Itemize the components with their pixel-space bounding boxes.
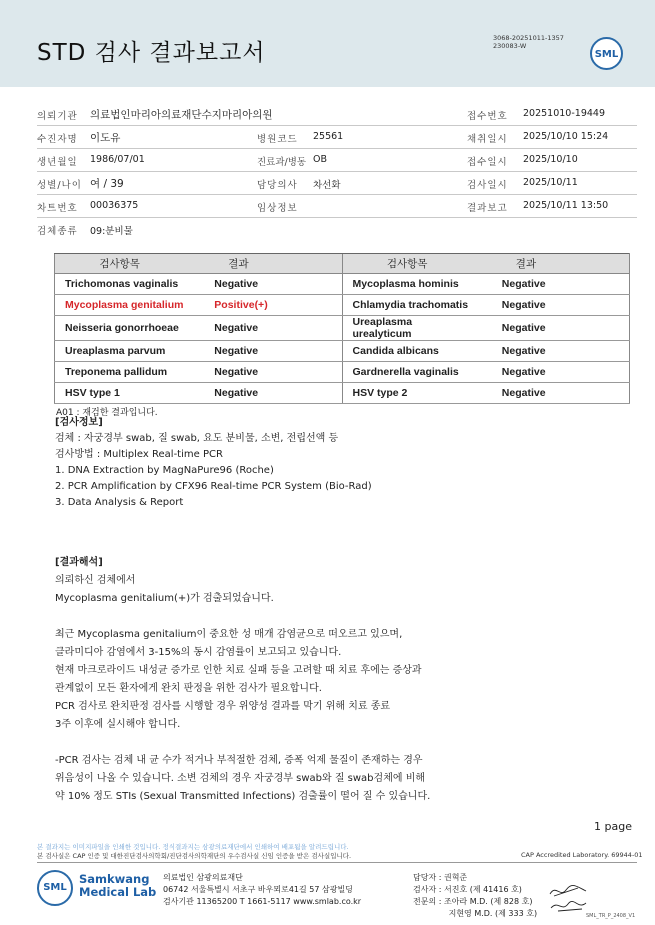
sml-logo-icon: SML — [590, 37, 623, 70]
footer-brand: Samkwang Medical Lab — [79, 872, 157, 899]
test-item-name: Treponema pallidum — [55, 362, 185, 383]
test-item-name: Neisseria gonorrhoeae — [55, 316, 185, 341]
examinee-value: 이도유 — [90, 132, 121, 144]
info-row: 성별/나이 여 / 39 담당의사 차선화 검사일시 2025/10/11 — [37, 172, 637, 195]
result-row — [55, 341, 630, 362]
test-item-name: Candida albicans — [342, 341, 472, 362]
test-result-value: Negative — [472, 383, 630, 404]
result-row — [55, 316, 630, 341]
test-info-lines: 검체 : 자궁경부 swab, 질 swab, 요도 분비물, 소변, 전립선액 등 검사방법 : Multiplex Real-time PCR 1. DNA Extraction by MagNaPure96 (Roche) 2. PCR Amplification by CFX96 Real-time PCR System (Bio-Rad) 3. Data Analysis & Report — [55, 433, 372, 508]
info-row: 의뢰기관 의료법인마리아의료재단수지마리아의원 접수번호 20251010-19449 — [37, 103, 637, 126]
footer-sml-logo-icon: SML — [37, 870, 73, 906]
info-row: 차트번호 00036375 임상정보 결과보고 2025/10/11 13:50 — [37, 195, 637, 218]
org-value: 의료법인마리아의료재단수지마리아의원 — [90, 109, 273, 121]
test-result-value: Positive(+) — [184, 295, 342, 316]
results-table — [54, 253, 630, 404]
test-result-value: Negative — [472, 295, 630, 316]
print-warning: 본 결과지는 이미지파일을 인쇄한 것입니다. 정식결과지는 삼광의료재단에서 인쇄하여 배포됨을 알려드립니다. — [37, 843, 349, 851]
report-title: STD 검사 결과보고서 — [37, 40, 266, 66]
test-item-name: Ureaplasma parvum — [55, 341, 185, 362]
report-header — [0, 0, 655, 87]
retest-note: A01 : 재검한 결과입니다. — [56, 408, 158, 418]
test-result-value: Negative — [184, 362, 342, 383]
cap-accreditation: CAP Accredited Laboratory. 69944-01 — [521, 851, 643, 859]
signature-2 — [548, 898, 588, 914]
test-result-value: Negative — [184, 316, 342, 341]
test-result-value: Negative — [472, 341, 630, 362]
test-result-value: Negative — [472, 316, 630, 341]
result-row — [55, 274, 630, 295]
reception-no-value: 20251010-19449 — [523, 108, 606, 119]
test-item-name: Mycoplasma genitalium — [55, 295, 185, 316]
test-result-value: Negative — [472, 362, 630, 383]
interpretation-lines: 의뢰하신 검체에서 Mycoplasma genitalium(+)가 검출되었습니다. 최근 Mycoplasma genitalium이 중요한 성 매개 감염균으로 떠오르고 있으며, 클라미디아 감염에서 3-15%의 동시 감염률이 보고되고 있습니다. 현재 마크로라이드 내성균 증가로 인한 치료 실패 등을 고려할 때 치료 후에는 증상과 관계없이 모든 환자에게 완치 판정을 위한 검사가 필요합니다. PCR 검사로 완치판정 검사를 시행할 경우 위양성 결과를 막기 위해 치료 종료 3주 이후에 실시해야 합니다. -PCR 검사는 검체 내 균 수가 적거나 부적절한 검체, 증폭 억제 물질이 존재하는 경우 위음성이 나올 수 있습니다. 소변 검체의 경우 자궁경부 swab와 질 swab검체에 비해 약 10% 정도 STIs (Sexual Transmitted Infections) 검출률이 떨어 질 수 있습니다. — [55, 575, 431, 802]
test-info-heading: [검사정보] — [55, 417, 103, 428]
info-row: 수진자명 이도유 병원코드 25561 채취일시 2025/10/10 15:24 — [37, 126, 637, 149]
test-item-name: HSV type 1 — [55, 383, 185, 404]
test-result-value: Negative — [184, 274, 342, 295]
info-row: 검체종류 09:분비물 — [37, 226, 133, 237]
certification-note: 본 검사실은 CAP 인증 및 대한진단검사의학회/진단검사의학재단의 우수검사실 신임 인증을 받은 검사실입니다. — [37, 852, 352, 860]
results-header-row: 검사항목 결과 검사항목 결과 — [55, 254, 630, 274]
footer-staff: 담당자 : 권혁준 검사자 : 서진호 (제 41416 호) 전문의 : 조아라 M.D. (제 828 호) 지현영 M.D. (제 333 호) — [413, 873, 538, 918]
form-version: SML_TR_P_2408_V1 — [586, 913, 636, 919]
test-item-name: HSV type 2 — [342, 383, 472, 404]
interpretation-heading: [결과해석] — [55, 557, 103, 568]
test-result-value: Negative — [472, 274, 630, 295]
footer-address: 의료법인 삼광의료재단 06742 서울특별시 서초구 바우뫼로41길 57 삼광빌딩 검사기관 11365200 T 1661-5117 www.smlab.co.kr — [163, 873, 362, 906]
result-row — [55, 295, 630, 316]
info-row: 생년월일 1986/07/01 진료과/병동 OB 접수일시 2025/10/10 — [37, 149, 637, 172]
result-row — [55, 383, 630, 404]
document-id: 3068-20251011-1357 230083-W — [493, 34, 564, 50]
result-row — [55, 362, 630, 383]
test-item-name: Chlamydia trachomatis — [342, 295, 472, 316]
test-result-value: Negative — [184, 383, 342, 404]
test-item-name: Mycoplasma hominis — [342, 274, 472, 295]
test-result-value: Negative — [184, 341, 342, 362]
test-item-name: Trichomonas vaginalis — [55, 274, 185, 295]
page-number: 1 page — [594, 820, 632, 833]
test-item-name: Ureaplasma urealyticum — [342, 316, 472, 341]
footer-divider — [37, 862, 637, 863]
test-item-name: Gardnerella vaginalis — [342, 362, 472, 383]
